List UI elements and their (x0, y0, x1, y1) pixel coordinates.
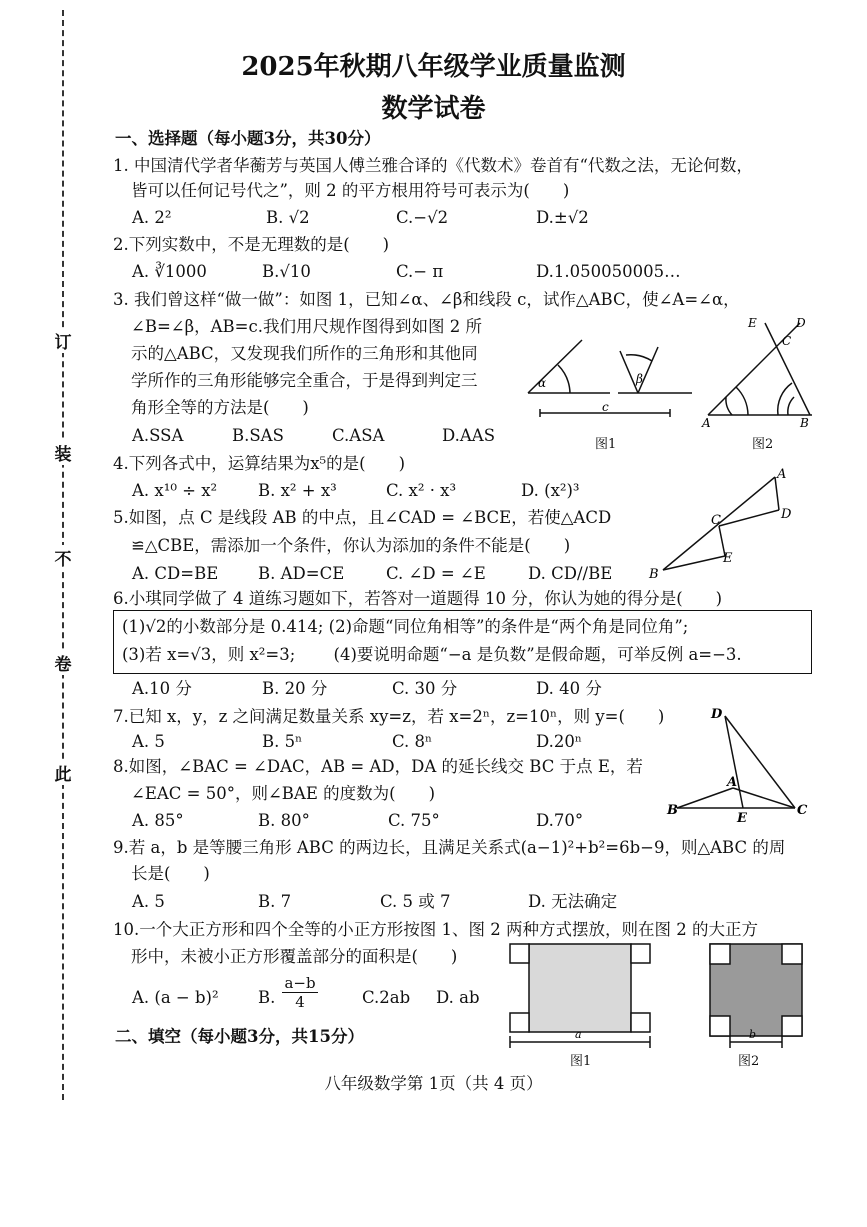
option-c: C. 75° (388, 811, 440, 830)
option-d: D. ab (436, 988, 480, 1007)
option-a: A. CD=BE (132, 564, 219, 583)
exam-title: 2025年秋期八年级学业质量监测 (241, 52, 626, 82)
question-text: 1. 中国清代学者华蘅芳与英国人傅兰雅合译的《代数术》卷首有“代数之法，无论何数， (113, 156, 753, 175)
point-e-label: E (737, 811, 747, 824)
question-text: 学所作的三角形能够完全重合，于是得到判定三 (131, 371, 478, 390)
question-text: 8.如图，∠BAC = ∠DAC，AB = AD，DA 的延长线交 BC 于点 E，若 (113, 757, 643, 776)
option-a: A. 85° (132, 811, 184, 830)
q3-figures (520, 315, 820, 455)
binding-char: 卷 (50, 650, 76, 675)
option-d: D. (x²)³ (521, 481, 580, 500)
option-c: C. 30 分 (392, 679, 458, 698)
point-d-label: D (711, 707, 723, 722)
point-b-label: B (800, 416, 809, 430)
question-text: 皆可以任何记号代之”，则 2 的平方根用符号可表示为( ) (131, 181, 570, 200)
alpha-label: α (538, 376, 547, 390)
question-text: 7.已知 x，y，z 之间满足数量关系 xy=z，若 x=2ⁿ，z=10ⁿ，则 y=( ) (113, 707, 665, 726)
point-e-label: E (723, 551, 733, 566)
option-c: C.−√2 (396, 208, 449, 227)
question-text: 4.下列各式中，运算结果为x⁵的是( ) (113, 454, 406, 473)
option-c: C.− π (396, 262, 444, 281)
a-label: a (575, 1028, 582, 1041)
option-d: D. 40 分 (536, 679, 602, 698)
question-text: ∠B=∠β，AB=c.我们用尺规作图得到如图 2 所 (131, 317, 482, 336)
fraction-numerator: a−b (282, 974, 318, 993)
q5-figure (645, 462, 795, 582)
question-text: ∠EAC = 50°，则∠BAE 的度数为( ) (131, 784, 436, 803)
point-a-label: A (727, 775, 738, 790)
point-a-label: A (777, 467, 787, 482)
point-e-label: E (748, 316, 757, 330)
q8-figure (665, 704, 815, 824)
statement-line: (3)若 x=√3，则 x²=3; (4)要说明命题“−a 是负数”是假命题，可举反例 a=−3. (122, 645, 742, 664)
point-d-label: D (781, 507, 792, 522)
option-d: D.AAS (442, 426, 496, 445)
option-c: C. 5 或 7 (380, 892, 451, 911)
point-a-label: A (702, 416, 711, 430)
option-b-prefix: B. (258, 988, 276, 1007)
option-d: D.70° (536, 811, 584, 830)
option-b: B. 5ⁿ (262, 732, 303, 751)
c-label: c (602, 400, 609, 414)
option-a: A.SSA (132, 426, 184, 445)
binding-char: 不 (50, 545, 76, 570)
option-a: A.10 分 (132, 679, 192, 698)
page-footer: 八年级数学第 1页（共 4 页） (324, 1074, 543, 1093)
section-heading: 一、选择题（每小题3分，共30分） (115, 129, 381, 148)
option-d: D. 无法确定 (528, 892, 618, 911)
option-c: C. ∠D = ∠E (386, 564, 486, 583)
option-b: B. 20 分 (262, 679, 328, 698)
option-b: B. x² + x³ (258, 481, 337, 500)
option-b: B. 80° (258, 811, 310, 830)
question-text: 5.如图，点 C 是线段 AB 的中点，且∠CAD = ∠BCE，若使△ACD (113, 508, 612, 527)
option-c: C.2ab (362, 988, 411, 1007)
point-c-label: C (711, 513, 721, 528)
question-text: 长是( ) (131, 864, 210, 883)
question-text: 3. 我们曾这样“做一做”：如图 1，已知∠α、∠β和线段 c，试作△ABC，使∠A=∠α， (113, 290, 740, 309)
question-text: 10.一个大正方形和四个全等的小正方形按图 1、图 2 两种方式摆放，则在图 2 的大正方 (113, 920, 758, 939)
figure-caption: 图1 (595, 437, 617, 452)
question-text: 9.若 a，b 是等腰三角形 ABC 的两边长，且满足关系式(a−1)²+b²=6b−9，则△ABC 的周 (113, 838, 786, 857)
option-a: A. (a − b)² (132, 988, 219, 1007)
figure-caption: 图2 (738, 1054, 760, 1069)
section-heading: 二、填空（每小题3分，共15分） (115, 1027, 364, 1046)
binding-char: 装 (50, 440, 76, 465)
fraction-denominator: 4 (295, 993, 305, 1011)
exam-subtitle: 数学试卷 (381, 94, 486, 124)
question-text: 形中，未被小正方形覆盖部分的面积是( ) (131, 947, 458, 966)
figure-caption: 图1 (570, 1054, 592, 1069)
option-d: D.20ⁿ (536, 732, 583, 751)
option-c: C. x² · x³ (386, 481, 457, 500)
question-text: 6.小琪同学做了 4 道练习题如下，若答对一道题得 10 分，你认为她的得分是( ) (113, 589, 723, 608)
question-text: 2.下列实数中，不是无理数的是( ) (113, 235, 390, 254)
option-d: D.±√2 (536, 208, 589, 227)
binding-char: 此 (50, 760, 76, 785)
binding-char: 订 (50, 328, 76, 353)
option-a: A. x¹⁰ ÷ x² (132, 481, 218, 500)
figure-caption: 图2 (752, 437, 774, 452)
point-c-label: C (797, 803, 808, 818)
point-d-label: D (796, 316, 806, 330)
statement-line: (1)√2的小数部分是 0.414; (2)命题“同位角相等”的条件是“两个角是同位角”; (122, 617, 689, 636)
option-b: B. AD=CE (258, 564, 345, 583)
question-text: ≌△CBE，需添加一个条件，你认为添加的条件不能是( ) (131, 536, 571, 555)
question-text: 示的△ABC，又发现我们所作的三角形和其他同 (131, 344, 478, 363)
option-c: C. 8ⁿ (392, 732, 433, 751)
option-b: B. √2 (266, 208, 310, 227)
option-a: A. 5 (132, 732, 165, 751)
option-d: D. CD//BE (528, 564, 613, 583)
option-a: A. 2² (132, 208, 172, 227)
point-c-label: C (782, 334, 792, 348)
option-c: C.ASA (332, 426, 385, 445)
option-a: A. ∛1000 (132, 262, 207, 281)
point-b-label: B (667, 803, 678, 818)
question-text: 角形全等的方法是( ) (131, 398, 309, 417)
option-d: D.1.050050005… (536, 262, 681, 281)
beta-label: β (636, 372, 643, 386)
b-label: b (749, 1028, 757, 1041)
q10-figures (505, 938, 810, 1068)
option-b: B.√10 (262, 262, 311, 281)
option-b-fraction (282, 974, 318, 1011)
option-b: B. 7 (258, 892, 292, 911)
option-b: B.SAS (232, 426, 284, 445)
option-a: A. 5 (132, 892, 165, 911)
point-b-label: B (649, 567, 659, 582)
